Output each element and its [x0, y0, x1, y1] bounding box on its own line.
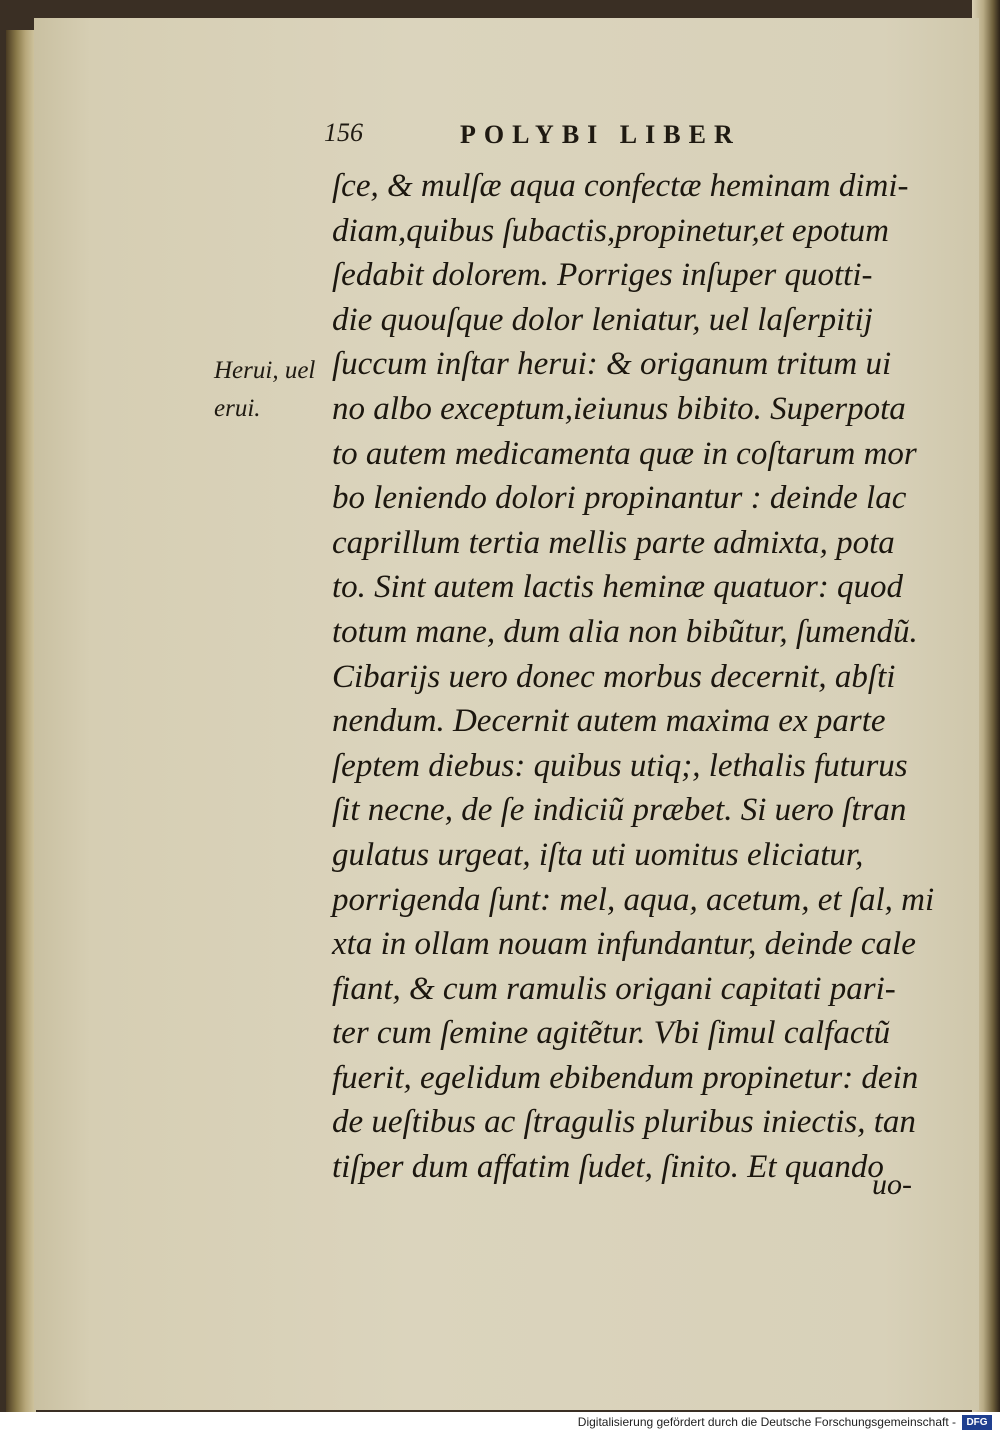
marginal-note — [214, 352, 326, 428]
text-line: diam,quibus ſubactis,propinetur,et epotum — [332, 212, 890, 249]
text-line: caprillum tertia mellis parte admixta, pota — [332, 524, 895, 561]
text-line: ſedabit dolorem. Porriges inſuper quotti- — [332, 257, 873, 294]
text-line: to. Sint autem lactis heminæ quatuor: quod — [332, 569, 904, 606]
text-line: die quouſque dolor leniatur, uel laſerpitij — [332, 301, 873, 338]
text-line: gulatus urgeat, iſta uti uomitus eliciatur, — [332, 836, 864, 873]
marginal-note-line: erui. — [214, 395, 261, 422]
running-head — [324, 118, 784, 158]
digitization-footer — [0, 1412, 1000, 1434]
text-line: ter cum ſemine agitẽtur. Vbi ſimul calfactũ — [332, 1015, 891, 1052]
text-line: fiant, & cum ramulis origani capitati pari- — [332, 970, 896, 1007]
text-line: Cibarijs uero donec morbus decernit, abſti — [332, 658, 896, 695]
text-line: tiſper dum affatim ſudet, ſinito. Et quando — [332, 1149, 884, 1186]
text-line: bo leniendo dolori propinantur : deinde lac — [332, 480, 907, 517]
text-line: ſce, & mulſæ aqua confectæ heminam dimi- — [332, 168, 909, 204]
text-line: ſeptem diebus: quibus utiq;, lethalis futurus — [332, 747, 908, 784]
text-line: ſuccum inſtar herui: & origanum tritum ui — [332, 346, 892, 383]
text-line: ſit necne, de ſe indiciũ præbet. Si uero ſtran — [332, 792, 907, 829]
text-line: to autem medicamenta quæ in coſtarum mor — [332, 435, 917, 472]
text-line: de ueſtibus ac ſtragulis pluribus iniectis, tan — [332, 1104, 916, 1141]
text-line: porrigenda ſunt: mel, aqua, acetum, et ſal, mi — [332, 881, 935, 918]
text-line: totum mane, dum alia non bibũtur, ſumendũ. — [332, 613, 918, 650]
text-block — [332, 164, 935, 1190]
funding-credit: Digitalisierung gefördert durch die Deutsche Forschungsgemeinschaft - — [577, 1415, 956, 1429]
text-line: xta in ollam nouam infundantur, deinde cale — [332, 926, 916, 963]
text-line: no albo exceptum,ieiunus bibito. Superpota — [332, 390, 906, 427]
running-title: POLYBI LIBER — [460, 120, 741, 149]
dfg-logo: DFG — [962, 1415, 992, 1430]
catchword: uo- — [872, 1168, 912, 1201]
text-line: fuerit, egelidum ebibendum propinetur: dein — [332, 1059, 919, 1096]
marginal-note-line: Herui, uel — [214, 357, 316, 384]
page-number: 156 — [324, 118, 363, 147]
text-line: nendum. Decernit autem maxima ex parte — [332, 703, 886, 740]
book-spine — [6, 30, 36, 1412]
